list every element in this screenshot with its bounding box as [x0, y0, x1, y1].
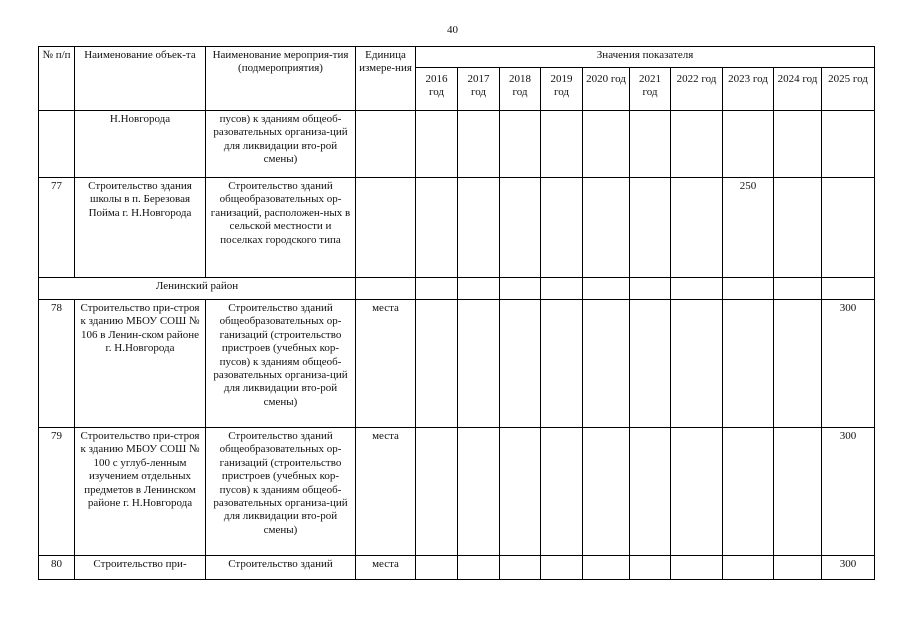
- row-value: [774, 300, 822, 428]
- row-value: [723, 300, 774, 428]
- row-measure: пусов) к зданиям общеоб-разовательных организа-ций для ликвидации вто-рой смены): [206, 111, 356, 178]
- table-row: [39, 428, 875, 556]
- row-value: [500, 178, 541, 278]
- row-value: [541, 111, 583, 178]
- empty-cell: [723, 278, 774, 300]
- row-value: [500, 300, 541, 428]
- row-value: [541, 556, 583, 580]
- row-value: [500, 111, 541, 178]
- row-num: 77: [39, 178, 75, 278]
- row-value: [671, 300, 723, 428]
- table-row: [39, 300, 875, 428]
- row-measure: Строительство зданий: [206, 556, 356, 580]
- row-value: [541, 300, 583, 428]
- row-value: [630, 300, 671, 428]
- row-measure: Строительство зданий общеобразовательных ор-ганизаций, расположен-ных в сельской местности и поселках городского типа: [206, 178, 356, 278]
- header-values-group: Значения показателя: [416, 47, 875, 68]
- row-value: [671, 178, 723, 278]
- row-value: [416, 428, 458, 556]
- row-value: [671, 111, 723, 178]
- row-value: [583, 556, 630, 580]
- empty-cell: [671, 278, 723, 300]
- row-object: Строительство здания школы в п. Березовая Пойма г. Н.Новгорода: [75, 178, 206, 278]
- row-value: [630, 111, 671, 178]
- header-year: 2024 год: [774, 68, 822, 111]
- row-value: [583, 178, 630, 278]
- empty-cell: [458, 278, 500, 300]
- row-value: [416, 111, 458, 178]
- row-value: [671, 556, 723, 580]
- header-year: 2020 год: [583, 68, 630, 111]
- row-object: Строительство при-строя к зданию МБОУ СОШ № 106 в Ленин-ском районе г. Н.Новгорода: [75, 300, 206, 428]
- empty-cell: [822, 278, 875, 300]
- header-num: № п/п: [39, 47, 75, 111]
- row-value: [671, 428, 723, 556]
- row-num: 79: [39, 428, 75, 556]
- row-object: Строительство при-строя к зданию МБОУ СОШ № 100 с углуб-ленным изучением отдельных предметов в Ленинском районе г. Н.Новгорода: [75, 428, 206, 556]
- row-value: [416, 556, 458, 580]
- row-value: [541, 178, 583, 278]
- table-body: [39, 111, 875, 580]
- row-value: [541, 428, 583, 556]
- row-value: [723, 111, 774, 178]
- empty-cell: [416, 278, 458, 300]
- header-year: 2023 год: [723, 68, 774, 111]
- row-measure: Строительство зданий общеобразовательных ор-ганизаций (строительство пристроев (учебных кор-пусов) к зданиям общеоб-разовательных организа-ций для ликвидации вто-рой смены): [206, 300, 356, 428]
- row-value: [723, 556, 774, 580]
- row-value: [416, 178, 458, 278]
- empty-cell: [541, 278, 583, 300]
- empty-cell: [500, 278, 541, 300]
- row-unit: места: [356, 556, 416, 580]
- header-year: 2018 год: [500, 68, 541, 111]
- header-year: 2021 год: [630, 68, 671, 111]
- row-value: [774, 428, 822, 556]
- header-year: 2022 год: [671, 68, 723, 111]
- row-value: 300: [822, 556, 875, 580]
- section-title: Ленинский район: [39, 278, 356, 300]
- row-unit: места: [356, 300, 416, 428]
- page-number: 40: [447, 24, 458, 36]
- table-row: [39, 556, 875, 580]
- empty-cell: [356, 278, 416, 300]
- row-measure: Строительство зданий общеобразовательных ор-ганизаций (строительство пристроев (учебных кор-пусов) к зданиям общеоб-разовательных организа-ций для ликвидации вто-рой смены): [206, 428, 356, 556]
- header-year: 2017 год: [458, 68, 500, 111]
- row-value: [774, 178, 822, 278]
- header-year: 2025 год: [822, 68, 875, 111]
- row-value: 250: [723, 178, 774, 278]
- row-unit: [356, 178, 416, 278]
- row-value: [500, 428, 541, 556]
- row-value: [774, 556, 822, 580]
- row-unit: места: [356, 428, 416, 556]
- row-value: [458, 178, 500, 278]
- row-value: [583, 111, 630, 178]
- empty-cell: [630, 278, 671, 300]
- row-value: [774, 111, 822, 178]
- row-value: [723, 428, 774, 556]
- table-row: [39, 111, 875, 178]
- indicator-table: [38, 46, 875, 580]
- empty-cell: [774, 278, 822, 300]
- row-value: [458, 556, 500, 580]
- section-row: [39, 278, 875, 300]
- table-row: [39, 178, 875, 278]
- empty-cell: [583, 278, 630, 300]
- table-header: [39, 47, 875, 111]
- row-value: [416, 300, 458, 428]
- header-year: 2019 год: [541, 68, 583, 111]
- row-value: [630, 178, 671, 278]
- row-value: [458, 300, 500, 428]
- header-measure-name: Наименование мероприя-тия (подмероприятия): [206, 47, 356, 111]
- row-unit: [356, 111, 416, 178]
- row-object: Строительство при-: [75, 556, 206, 580]
- row-num: 80: [39, 556, 75, 580]
- row-object: Н.Новгорода: [75, 111, 206, 178]
- header-unit: Единица измере-ния: [356, 47, 416, 111]
- row-value: [630, 428, 671, 556]
- header-year: 2016 год: [416, 68, 458, 111]
- row-value: [822, 111, 875, 178]
- row-value: [822, 178, 875, 278]
- row-num: [39, 111, 75, 178]
- row-value: 300: [822, 428, 875, 556]
- row-value: [500, 556, 541, 580]
- row-value: 300: [822, 300, 875, 428]
- header-object-name: Наименование объек-та: [75, 47, 206, 111]
- row-value: [583, 428, 630, 556]
- row-num: 78: [39, 300, 75, 428]
- row-value: [458, 111, 500, 178]
- row-value: [630, 556, 671, 580]
- row-value: [458, 428, 500, 556]
- row-value: [583, 300, 630, 428]
